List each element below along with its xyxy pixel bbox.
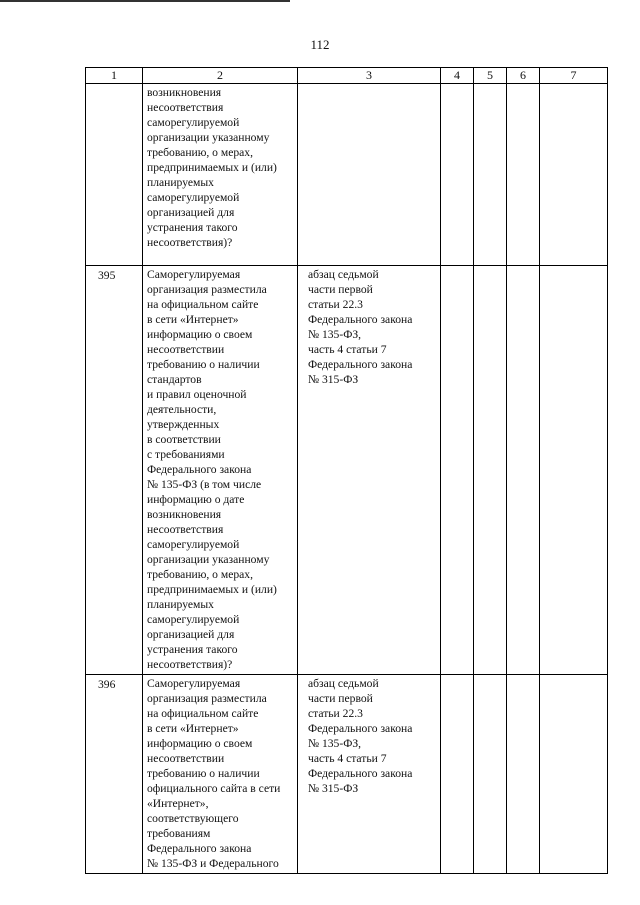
cell-text-line: планируемых	[147, 598, 214, 611]
header-cell-3: 3	[298, 68, 441, 84]
header-cell-1: 1	[86, 68, 143, 84]
cell-text-line: требованию, о мерах,	[147, 568, 253, 581]
cell-text-line: № 135-ФЗ (в том числе	[147, 478, 262, 491]
cell-text-line: устранения такого	[147, 643, 238, 656]
header-cell-5: 5	[474, 68, 507, 84]
cell-text-line: стандартов	[147, 373, 202, 386]
cell-text-line: организации указанному	[147, 553, 270, 566]
cell-text-line: предпринимаемых и (или)	[147, 583, 277, 596]
header-cell-6: 6	[507, 68, 540, 84]
page-number: 112	[310, 37, 330, 52]
cell-text-line: организации указанному	[147, 131, 270, 144]
cell-text-line: саморегулируемой	[147, 538, 240, 551]
cell-text-line: несоответствия	[147, 523, 224, 536]
empty-cell-7	[540, 266, 608, 675]
cell-text-line: Федерального закона	[147, 463, 252, 476]
cell-text-line: несоответствия)?	[147, 236, 233, 249]
cell-text-line: организацией для	[147, 206, 235, 219]
cell-text-line: на официальном сайте	[147, 707, 259, 720]
header-cell-2: 2	[143, 68, 298, 84]
reference-cell	[298, 84, 441, 266]
cell-text-line: требованию о наличии	[147, 358, 260, 371]
cell-text-line: Федерального закона	[308, 722, 413, 735]
cell-text-line: части первой	[308, 283, 373, 296]
question-cell	[143, 266, 298, 675]
empty-cell-5	[474, 84, 507, 266]
header-cell-4: 4	[441, 68, 474, 84]
cell-text-line: Федерального закона	[147, 842, 252, 855]
empty-cell-4	[441, 266, 474, 675]
cell-text-line: организация разместила	[147, 283, 267, 296]
empty-cell-6	[507, 675, 540, 874]
empty-cell-4	[441, 675, 474, 874]
reference-cell	[298, 675, 441, 874]
cell-text-line: деятельности,	[147, 403, 217, 416]
cell-text-line: несоответствии	[147, 343, 225, 356]
row-number: 396	[86, 675, 143, 874]
cell-text-line: Федерального закона	[308, 358, 413, 371]
cell-text-line: устранения такого	[147, 221, 238, 234]
checklist-table	[85, 67, 608, 874]
cell-text-line: и правил оценочной	[147, 388, 247, 401]
question-cell	[143, 675, 298, 874]
cell-text-line: № 315-ФЗ	[308, 782, 359, 795]
cell-text-line: соответствующего	[147, 812, 239, 825]
cell-text-line: Федерального закона	[308, 313, 413, 326]
cell-text-line: несоответствия)?	[147, 658, 233, 671]
cell-text-line: несоответствия	[147, 101, 224, 114]
empty-cell-7	[540, 675, 608, 874]
cell-text-line: «Интернет»,	[147, 797, 209, 810]
cell-text-line: официального сайта в сети	[147, 782, 281, 795]
empty-cell-6	[507, 84, 540, 266]
cell-text-line: статьи 22.3	[308, 707, 363, 720]
cell-text-line: информацию о своем	[147, 328, 253, 341]
cell-text-line: утвержденных	[147, 418, 220, 431]
cell-text-line: с требованиями	[147, 448, 225, 461]
cell-text-line: информацию о дате	[147, 493, 245, 506]
cell-text-line: Саморегулируемая	[147, 268, 241, 281]
table-row	[86, 675, 608, 874]
cell-text-line: саморегулируемой	[147, 613, 240, 626]
cell-text-line: информацию о своем	[147, 737, 253, 750]
table-row	[86, 266, 608, 675]
cell-text-line: в соответствии	[147, 433, 221, 446]
cell-text-line: № 135-ФЗ,	[308, 737, 362, 750]
question-cell	[143, 84, 298, 266]
cell-text-line: планируемых	[147, 176, 214, 189]
cell-text-line: часть 4 статьи 7	[308, 343, 387, 356]
cell-text-line: организацией для	[147, 628, 235, 641]
empty-cell-5	[474, 266, 507, 675]
cell-text-line: № 135-ФЗ,	[308, 328, 362, 341]
cell-text-line: предпринимаемых и (или)	[147, 161, 277, 174]
cell-text-line: статьи 22.3	[308, 298, 363, 311]
cell-text-line: Федерального закона	[308, 767, 413, 780]
cell-text-line: в сети «Интернет»	[147, 722, 239, 735]
cell-text-line: № 135-ФЗ и Федерального	[147, 857, 279, 870]
cell-text-line: № 315-ФЗ	[308, 373, 359, 386]
cell-text-line: Саморегулируемая	[147, 677, 241, 690]
cell-text-line: абзац седьмой	[308, 268, 379, 281]
cell-text-line: саморегулируемой	[147, 116, 240, 129]
cell-text-line: требованию, о мерах,	[147, 146, 253, 159]
cell-text-line: требованиям	[147, 827, 211, 840]
empty-cell-4	[441, 84, 474, 266]
empty-cell-5	[474, 675, 507, 874]
header-row	[86, 68, 608, 84]
cell-text-line: части первой	[308, 692, 373, 705]
cell-text-line: абзац седьмой	[308, 677, 379, 690]
top-rule	[0, 0, 290, 2]
row-number: 395	[86, 266, 143, 675]
cell-text-line: несоответствии	[147, 752, 225, 765]
cell-text-line: требованию о наличии	[147, 767, 260, 780]
cell-text-line: саморегулируемой	[147, 191, 240, 204]
header-cell-7: 7	[540, 68, 608, 84]
cell-text-line: часть 4 статьи 7	[308, 752, 387, 765]
cell-text-line: в сети «Интернет»	[147, 313, 239, 326]
cell-text-line: на официальном сайте	[147, 298, 259, 311]
empty-cell-7	[540, 84, 608, 266]
cell-text-line: возникновения	[147, 86, 222, 99]
table-row	[86, 84, 608, 266]
row-number	[86, 84, 143, 266]
empty-cell-6	[507, 266, 540, 675]
reference-cell	[298, 266, 441, 675]
cell-text-line: возникновения	[147, 508, 222, 521]
cell-text-line: организация разместила	[147, 692, 267, 705]
